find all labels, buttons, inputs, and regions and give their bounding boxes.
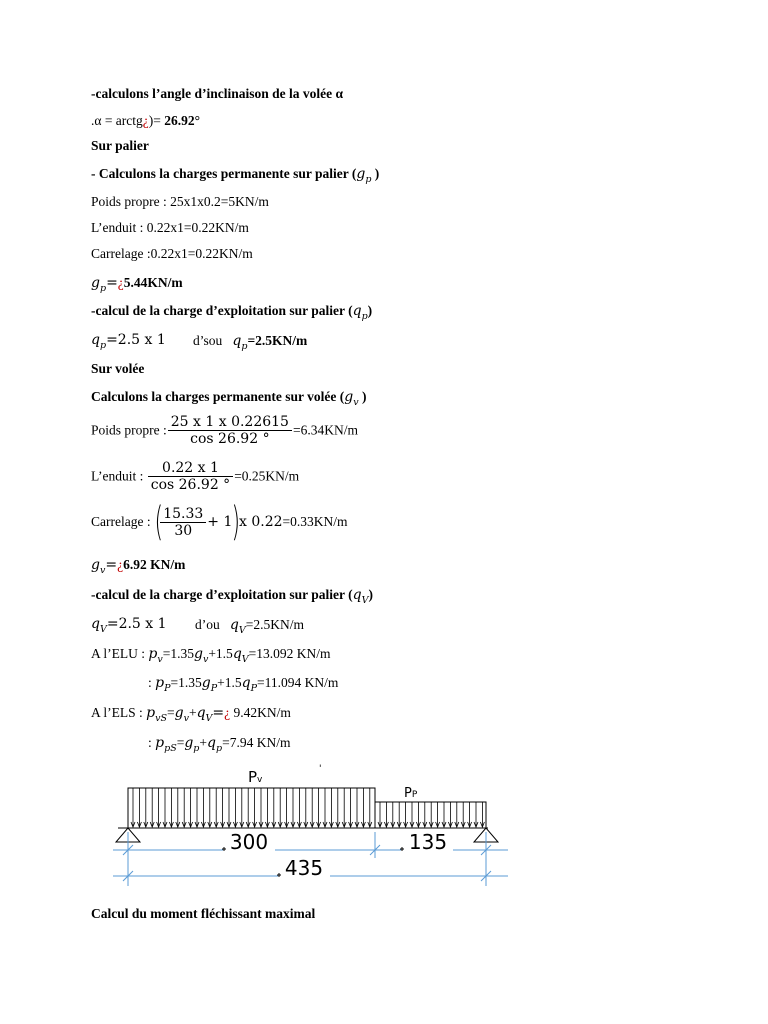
angle-title: -calculons l’angle d’inclinaison de la volée α: [91, 86, 344, 101]
elu-pv-g: g: [193, 646, 203, 662]
qp-res-subscript: p: [241, 341, 248, 352]
carrelage-palier: Carrelage :0.22x1=0.22KN/m: [91, 246, 253, 261]
elu-pp-subscript: P: [164, 683, 171, 694]
qp-title-text: -calcul de la charge d’exploitation sur palier (: [91, 303, 353, 318]
els-pp-subscript: pS: [164, 743, 177, 754]
alpha-suffix: )=: [148, 113, 165, 128]
elu-pp-result: =11.094 KN/m: [257, 675, 339, 690]
elu-pp-q-sub: P: [250, 683, 258, 694]
qv-dou: d’ou: [195, 617, 220, 632]
els-pp-g: g: [184, 735, 194, 751]
els-pp-q: q: [207, 735, 216, 751]
els-pv-g-sub: v: [183, 713, 189, 724]
els-pp-eq: =: [176, 735, 185, 750]
pp-volee-label: Poids propre :: [91, 422, 167, 438]
elu-label: A l’ELU :: [91, 646, 149, 661]
left-paren: (: [154, 499, 163, 545]
dim-total-label: 435: [284, 856, 324, 880]
elu-pv-q: q: [232, 646, 242, 662]
gp-result-symbol: g: [91, 275, 100, 291]
elu-pv-q-sub: V: [241, 654, 249, 665]
els-pv-equals: =: [212, 705, 225, 721]
gv-title-text: Calculons la charges permanente sur volée (: [91, 389, 345, 404]
gp-result-value: 5.44KN/m: [123, 275, 183, 290]
elu-pp-q: q: [241, 675, 251, 691]
enduit-volee-result: =0.25KN/m: [234, 468, 300, 484]
els-label: A l’ELS :: [91, 705, 147, 720]
gp-title-close: ): [371, 166, 380, 181]
pp-volee-numerator: 25 x 1 x 0.22615: [168, 414, 292, 431]
els-pp-g-sub: p: [193, 743, 200, 754]
gv-subscript: v: [353, 397, 359, 408]
right-paren: ): [231, 499, 241, 545]
elu-pp-coef-a: =1.35: [170, 675, 202, 690]
els-pv-subscript: vS: [155, 713, 167, 724]
gv-title-close: ): [358, 389, 367, 404]
alpha-prefix: .α = arctg: [91, 113, 143, 128]
carrelage-volee-label: Carrelage :: [91, 514, 151, 529]
gv-result-subscript: v: [99, 565, 106, 576]
gp-result-subscript: p: [99, 283, 107, 294]
qp-symbol: q: [352, 303, 362, 319]
elu-pp-g-sub: P: [210, 683, 218, 694]
els-pp-symbol: p: [155, 735, 165, 751]
dim-left-label: 300: [229, 830, 269, 854]
gp-title-text: - Calculons la charges permanente sur palier (: [91, 166, 357, 181]
els-pv-q: q: [196, 705, 206, 721]
qp-eq-subscript: p: [99, 340, 107, 351]
elu-pv-subscript: v: [157, 654, 163, 665]
elu-pv-coef-b: +1.5: [208, 646, 233, 661]
els-pv-g: g: [174, 705, 184, 721]
elu-pp-coef-b: +1.5: [217, 675, 242, 690]
pv-label: Pv: [248, 768, 263, 786]
elu-pv-g-sub: v: [202, 654, 209, 665]
qp-title-close: ): [367, 303, 373, 318]
load-arrows: [131, 788, 484, 827]
qv-eq-subscript: V: [99, 624, 107, 635]
qv-title-close: ): [368, 587, 373, 602]
qv-title-text: -calcul de la charge d’exploitation sur palier (: [91, 587, 353, 602]
qp-res-value: =2.5KN/m: [247, 333, 308, 348]
enduit-volee-denominator: cos 26.92 °: [150, 477, 231, 493]
gv-symbol: g: [344, 389, 354, 405]
pp-volee-result: =6.34KN/m: [292, 422, 358, 438]
qv-res-value: =2.5KN/m: [245, 617, 304, 632]
moment-title: Calcul du moment fléchissant maximal: [91, 906, 316, 921]
alpha-placeholder: ¿: [142, 113, 149, 128]
poids-propre-palier: Poids propre : 25x1x0.2=5KN/m: [91, 194, 269, 209]
qp-eq-symbol: q: [91, 332, 100, 348]
elu-pp-g: g: [201, 675, 211, 691]
dim-right-label: 135: [408, 830, 448, 854]
enduit-palier: L’enduit : 0.22x1=0.22KN/m: [91, 220, 249, 235]
carrelage-volee-result: =0.33KN/m: [282, 514, 348, 529]
pp-volee-denominator: cos 26.92 °: [190, 431, 270, 447]
gv-result-symbol: g: [91, 557, 100, 573]
els-pp-colon: :: [148, 735, 156, 750]
enduit-volee-label: L’enduit :: [91, 468, 144, 484]
pv-tick-mark: ': [319, 764, 322, 774]
carrelage-volee-denominator: 30: [174, 522, 193, 539]
elu-pv-symbol: p: [148, 646, 158, 662]
els-pv-q-sub: V: [205, 713, 213, 724]
carrelage-volee-numerator: 15.33: [160, 506, 206, 523]
gp-subscript: p: [365, 174, 372, 185]
gp-symbol: g: [356, 166, 366, 182]
els-pv-result: 9.42KN/m: [230, 705, 291, 720]
els-pp-q-sub: p: [215, 743, 223, 754]
pp-label: PP: [404, 786, 418, 801]
els-pv-plus: +: [188, 705, 197, 720]
gv-result-equals: =: [105, 557, 118, 573]
els-pp-plus: +: [199, 735, 208, 750]
gp-result-equals: =: [106, 275, 118, 291]
gp-result-placeholder: ¿: [117, 275, 124, 290]
qp-res-symbol: q: [232, 333, 242, 349]
elu-pv-result: =13.092 KN/m: [248, 646, 331, 661]
enduit-volee-numerator: 0.22 x 1: [148, 460, 233, 477]
qv-eq-symbol: q: [91, 616, 100, 632]
els-pp-result: =7.94 KN/m: [222, 735, 291, 750]
qp-eq-expression: =2.5 x 1: [106, 332, 166, 348]
qv-res-symbol: q: [229, 617, 239, 633]
qv-res-subscript: V: [238, 625, 246, 636]
qv-symbol: q: [352, 587, 362, 603]
carrelage-volee-tail: x 0.22: [239, 514, 283, 530]
sur-volee-heading: Sur volée: [91, 361, 145, 376]
gv-result-placeholder: ¿: [117, 557, 124, 572]
els-pv-placeholder: ¿: [224, 705, 231, 720]
els-pv-symbol: p: [146, 705, 156, 721]
qp-subscript: p: [361, 311, 368, 322]
qv-eq-expression: =2.5 x 1: [106, 616, 167, 632]
elu-pv-coef-a: =1.35: [162, 646, 194, 661]
qv-subscript: V: [361, 595, 369, 606]
alpha-value: 26.92°: [164, 113, 201, 128]
els-pv-eq-a: =: [166, 705, 175, 720]
carrelage-volee-plus: + 1: [207, 514, 233, 530]
gv-result-value: 6.92 KN/m: [123, 557, 186, 572]
elu-pp-colon: :: [148, 675, 156, 690]
qp-dsou: d’sou: [193, 333, 223, 348]
sur-palier-heading: Sur palier: [91, 138, 149, 153]
elu-pp-symbol: p: [155, 675, 165, 691]
